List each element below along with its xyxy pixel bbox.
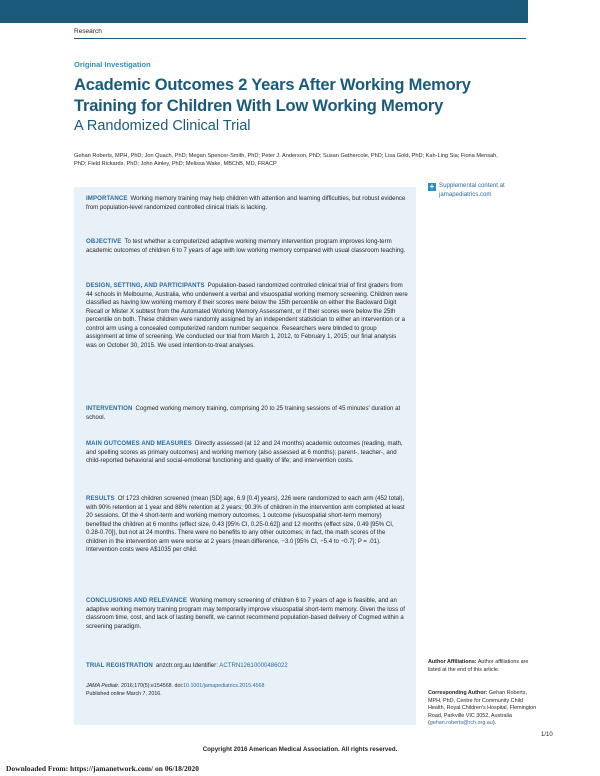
- copyright-notice: Copyright 2016 American Medical Association. All rights reserved.: [202, 746, 398, 753]
- article-title: Academic Outcomes 2 Years After Working Memory Training for Children With Low Working Memory: [74, 76, 471, 115]
- objective-text: To test whether a computerized adaptive working memory intervention program improves long-term academic outcomes of children 6 to 7 years of age with low working memory compared with usual classroom teaching.: [86, 238, 406, 254]
- corresponding-email[interactable]: gehan.roberts@rch.org.au: [429, 720, 493, 727]
- abstract-intervention: [86, 405, 408, 422]
- plus-icon: +: [429, 182, 435, 191]
- importance-text: Working memory training may help children with attention and learning difficulties, but robust evidence from population-level randomized controlled clinical trials is lacking.: [86, 195, 406, 211]
- article-subtitle: A Randomized Clinical Trial: [74, 118, 251, 134]
- abstract-outcomes: [86, 440, 408, 466]
- affiliations-label: Author Affiliations:: [428, 659, 477, 665]
- intervention-text: Cogmed working memory training, comprising 20 to 25 training sessions of 45 minutes' duration at school.: [86, 405, 401, 421]
- citation-line: [86, 683, 386, 691]
- registration-link[interactable]: ACTRN12610000486022: [219, 662, 288, 669]
- abstract-objective: [86, 238, 408, 255]
- importance-heading: IMPORTANCE: [86, 195, 128, 202]
- section-label: Research: [74, 28, 102, 35]
- corresponding-text: Gehan Roberts, MPH, PhD, Centre for Community Child Health, Royal Children's Hospital, Flemington Road, Parkville VIC 3052, Australia (: [428, 690, 537, 727]
- results-heading: RESULTS: [86, 495, 115, 502]
- registration-prefix: anzctr.org.au Identifier:: [155, 662, 218, 669]
- page-number: 1/10: [541, 732, 553, 738]
- results-text: Of 1723 children screened (mean [SD] age, 6.9 [0.4] years), 226 were randomized to each arm (452 total), with 90% retention at 1 year and 88% retention at 2 years; 90.3% of children in the intervention arm completed at least 20 sessions. Of the 4 short-term and working memory outcomes, 1 outcome (visuospatial short-term memory) benefited the children at 6 months (effect size, 0.43 [95% CI, 0.25-0.62]) and 12 months (effect size, 0.49 [95% CI, 0.28-0.70]), but not at 24 months. There were no benefits to any other outcomes; in fact, the math scores of the children in the intervention arm were worse at 2 years (mean difference, −3.0 [95% CI, −5.4 to −0.7]; P = .01). Intervention costs were A$1035 per child.: [86, 495, 405, 554]
- journal-header-bar: [0, 0, 528, 23]
- abstract-conclusions: [86, 597, 408, 631]
- abstract-design: [86, 282, 408, 350]
- author-affiliations: [428, 659, 538, 674]
- download-stamp: Downloaded From: https://jamanetwork.com/ on 06/18/2020: [6, 764, 199, 773]
- doi-link[interactable]: 10.1001/jamapediatrics.2015.4568: [183, 683, 265, 689]
- outcomes-heading: MAIN OUTCOMES AND MEASURES: [86, 440, 192, 447]
- published-date: Published online March 7, 2016.: [86, 691, 162, 697]
- abstract-importance: [86, 195, 408, 212]
- author-list: Gehan Roberts, MPH, PhD; Jon Quach, PhD; Megan Spencer-Smith, PhD; Peter J. Anderson, PhD; Susan Gathercole, PhD; Lisa Gold, PhD; Kah-Ling Sia; Fiona Mensah, PhD; Field Rickards, PhD; John Ainley, PhD; Melissa Wake, MBChB, MD, FRACP: [74, 153, 498, 167]
- outcomes-text: Directly assessed (at 12 and 24 months) academic outcomes (reading, math, and spelling scores as primary outcomes) and working memory (also assessed at 6 months); parent-, teacher-, and child-reported behavioral and social-emotional functioning and quality of life; and intervention costs.: [86, 440, 403, 465]
- citation-journal: JAMA Pediatr.: [86, 683, 120, 689]
- affiliations-text: Author affiliations are listed at the end of this article.: [428, 659, 529, 673]
- corresponding-label: Corresponding Author:: [428, 690, 488, 696]
- corresponding-end: ).: [492, 720, 497, 727]
- registration-heading: TRIAL REGISTRATION: [86, 662, 153, 669]
- header-divider: [74, 38, 526, 39]
- citation-text: 2016;170(5):e154568. doi:: [120, 683, 184, 689]
- conclusions-heading: CONCLUSIONS AND RELEVANCE: [86, 597, 188, 604]
- abstract-box: [74, 187, 416, 725]
- objective-heading: OBJECTIVE: [86, 238, 122, 245]
- corresponding-author: [428, 690, 538, 728]
- design-text: Population-based randomized controlled clinical trial of first graders from 44 schools in Melbourne, Australia, who underwent a verbal and visuospatial working memory screening. Children were classified as having low working memory if their scores were below the 15th percentile on either the Backward Digit Recall or Mister X subtest from the Automated Working Memory Assessment, or if their scores were below the 25th percentile on both. These children were randomly assigned by an independent statistician to either an intervention or a control arm using a concealed computerized random number sequence. Researchers were blinded to group assignment at time of screening. We conducted our trial from March 1, 2012, to February 1, 2015; our final analysis was on October 30, 2015. We used intention-to-treat analyses.: [86, 282, 408, 349]
- design-heading: DESIGN, SETTING, AND PARTICIPANTS: [86, 282, 205, 289]
- abstract-registration: [86, 662, 408, 671]
- conclusions-text: Working memory screening of children 6 to 7 years of age is feasible, and an adaptive working memory training program may temporarily improve visuospatial short-term memory. Given the loss of classroom time, cost, and lack of lasting benefit, we cannot recommend population-based delivery of Cogmed within a screening paradigm.: [86, 597, 405, 630]
- abstract-results: [86, 495, 408, 555]
- article-type: Original Investigation: [74, 60, 151, 69]
- supplemental-text[interactable]: Supplemental content at jamapediatrics.com: [439, 182, 505, 198]
- intervention-heading: INTERVENTION: [86, 405, 133, 412]
